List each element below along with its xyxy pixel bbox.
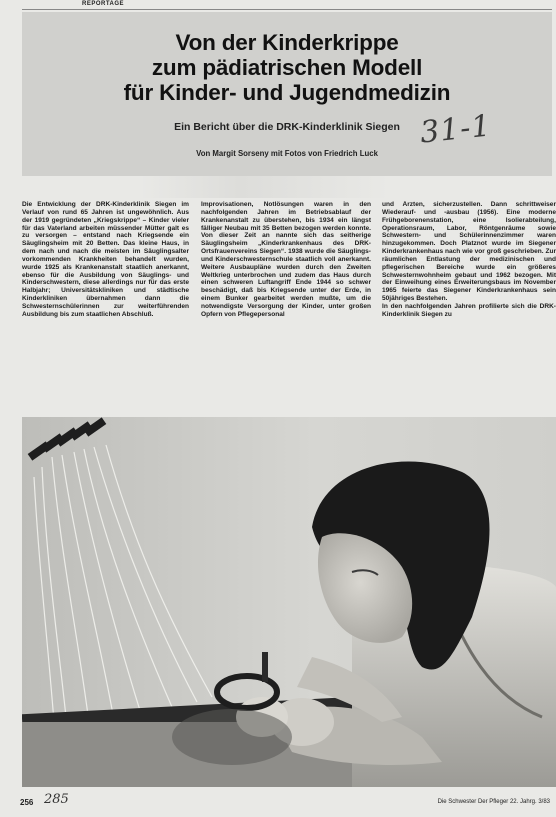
article-byline: Von Margit Sorseny mit Fotos von Friedrich Luck (196, 149, 378, 158)
article-title (22, 30, 552, 105)
top-rule (22, 9, 552, 10)
article-subtitle: Ein Bericht über die DRK-Kinderklinik Siegen (174, 121, 400, 133)
page-number: 256 (20, 798, 34, 807)
handwritten-note: 31-1 (418, 108, 494, 151)
article-column-3: und Ärzten, sicherzustellen. Dann schrittweiser Wiederauf- und -ausbau (1956). Eine moderne Frühgeborenenstation, eine Isolierabteilung, Operationsraum, Labor, Röntgenräume sowie Schwestern- und Schülerinnenzimmer waren hinzugekommen. Doch Platznot wurde im Siegener Kinderkrankenhaus nach wie vor groß geschrieben. Zur räumlichen Entlastung der medizinischen und pflegerischen Bereiche wurde ein größeres Schwesternwohnheim gebaut und 1962 bezogen. Mit der Einweihung eines Erweiterungsbaus im November 1965 feierte das Siegener Kinderkrankenhaus sein 50jähriges Bestehen. In den nachfolgenden Jahren profilierte sich die DRK-Kinderklinik Siegen zu (382, 201, 556, 318)
article-photo (22, 417, 556, 787)
section-tag: REPORTAGE (82, 1, 125, 7)
print-bleed-through (140, 176, 390, 198)
handwritten-page-number: 285 (44, 792, 69, 807)
title-line: zum pädiatrischen Modell (151, 55, 423, 80)
article-column-2: Improvisationen, Notlösungen waren in den nachfolgenden Jahren im Betriebsablauf der Krankenanstalt zu überstehen, bis 1934 ein längst fälliger Neubau mit 35 Betten bezogen werden konnte. Von dieser Zeit an nannte sich das seitherige Säuglingsheim „Kinderkrankenhaus des DRK-Ortsfrauenvereins Siegen“. 1938 wurde die Säuglings- und Kinderschwesternschule staatlich voll anerkannt. Weitere Ausbaupläne wurden durch den Zweiten Weltkrieg unterbrochen und zudem das Haus durch einen schweren Luftangriff Ende 1944 so schwer beschädigt, daß bis Kriegsende unter der Erde, in einem Bunker gearbeitet werden mußte, um die notwendigste Versorgung der Kinder, unter großen Opfern von Pflegepersonal (201, 201, 371, 318)
title-line: Von der Kinderkrippe (175, 30, 399, 55)
photo-nurse-with-infant (22, 417, 556, 787)
article-column-1: Die Entwicklung der DRK-Kinderklinik Siegen im Verlauf von rund 65 Jahren ist ungewöhnlich. Aus der 1919 gegründeten „Kriegskrippe“ – Kinder vieler für das Vaterland arbeiten müssender Mütter galt es zu versorgen – entstand nach Kriegsende ein Säuglingsheim mit 20 Betten. Das kleine Haus, in dem nach und nach die meisten im Säuglingsalter vorkommenden Krankheiten behandelt wurden, wurde 1925 als Krankenanstalt staatlich anerkannt, ebenso für die Ausbildung von Säuglings- und Kinderschwestern, diese allerdings nur für das erste Halbjahr; Universitätskliniken und städtische Kinderkliniken übernahmen dann die Schwesternschülerinnen zur weiterführenden Ausbildung bis zum staatlichen Abschluß. (22, 201, 189, 318)
journal-source: Die Schwester Der Pfleger 22. Jahrg. 3/83 (437, 799, 550, 805)
title-line: für Kinder- und Jugendmedizin (123, 80, 451, 105)
